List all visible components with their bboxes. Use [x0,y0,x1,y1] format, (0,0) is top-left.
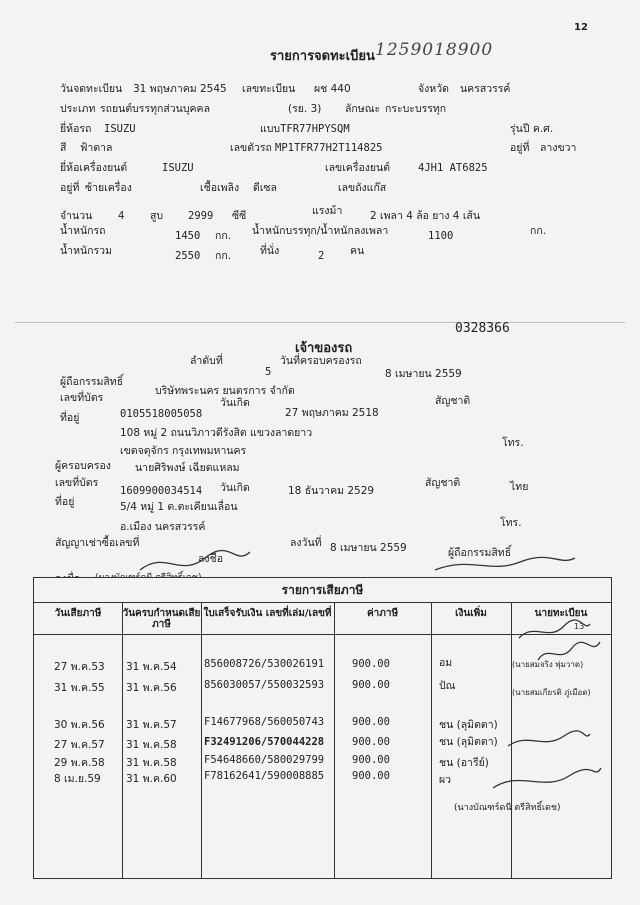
header-due-date: วันครบกำหนดเสียภาษี [122,608,201,630]
load-label: น้ำหนักบรรทุก/น้ำหนักลงเพลา [252,225,389,237]
id2-label: เลขที่บัตร [55,477,99,489]
signature-row4 [504,728,594,752]
birth-value: 27 พฤษภาคม 2518 [285,407,379,419]
holder-sign-label: ผู้ถือกรรมสิทธิ์ [448,547,512,559]
header-paid-date: วันเสียภาษี [54,608,102,619]
weight-label: น้ำหนักรถ [60,225,106,237]
possess-date-label: วันที่ครอบครองรถ [280,355,362,367]
row2-due: 31 พ.ค.56 [126,682,177,694]
address-line-1: 108 หมู่ 2 ถนนวิภาวดีรังสิต แขวงลาดยาว [120,427,313,439]
row3-tax: 900.00 [352,716,390,728]
row5-due: 31 พ.ค.58 [126,757,177,769]
contract-date-value: 8 เมษายน 2559 [330,542,407,554]
count-value: 4 [118,210,125,222]
total-weight-label: น้ำหนักรวม [60,245,112,257]
address-line-2: เขตจตุจักร กรุงเทพมหานคร [120,445,247,457]
row6-extra: ผว [439,774,452,786]
sign-label: ลงชื่อ [198,553,223,565]
weight-value: 1450 [175,230,201,242]
table-page-number: 13 [574,622,585,631]
seat-label: ที่นั่ง [260,245,280,257]
handwritten-stamp-number: 1259018900 [375,40,494,60]
nature-value: กระบะบรรทุก [385,103,447,115]
row2-paid: 31 พ.ค.55 [54,682,105,694]
order-value: 5 [265,366,272,378]
row6-receipt: F78162641/590008885 [204,770,325,782]
id-value: 0105518005058 [120,408,203,420]
birth-label: วันเกิด [220,397,250,409]
location-value: ลางขวา [540,142,577,154]
model-value: แบบTFR77HPYSQM [260,123,350,135]
seat-unit: คน [350,245,365,257]
row3-extra: ชน (ลุมิตตา) [439,719,498,731]
cylinder-label: สูบ [150,210,164,222]
chassis-label: เลขตัวรถ [230,142,272,154]
nationality-label: สัญชาติ [435,395,471,407]
engine-loc-value: ซ้ายเครื่อง [85,182,132,194]
row1-paid: 27 พ.ค.53 [54,661,105,673]
row3-due: 31 พ.ค.57 [126,719,177,731]
id-label: เลขที่บัตร [60,392,104,404]
row4-paid: 27 พ.ค.57 [54,739,105,751]
row1-officer: (นายสมจริง พุ่มวาด) [512,660,584,669]
color-value: ฟ้าตาล [80,142,113,154]
tel-label: โทร. [502,437,524,449]
contract-date-label: ลงวันที่ [290,537,322,549]
seat-value: 2 [318,250,325,262]
row6-officer: (นางบัณฑร์ดนี ตรีสิทธิ์เดช) [454,803,561,813]
gas-label: เลขถังแก๊ส [338,182,387,194]
holder-label: ผู้ถือกรรมสิทธิ์ [60,376,124,388]
address2-line-2: อ.เมือง นครสวรรค์ [120,521,206,533]
row2-extra: ปัณ [439,680,456,692]
cc-value: 2999 [188,210,214,222]
row5-tax: 900.00 [352,754,390,766]
count-label: จำนวน [60,210,93,222]
row5-extra: ชน (อารีย์) [439,757,489,769]
address2-label: ที่อยู่ [55,496,75,508]
row2-tax: 900.00 [352,679,390,691]
nationality2-label: สัญชาติ [425,477,461,489]
row2-receipt: 856030057/550032593 [204,679,325,691]
owner-title: เจ้าของรถ [295,341,353,356]
horsepower-label: แรงม้า [312,205,343,217]
header-tax: ค่าภาษี [366,608,399,619]
province-label: จังหวัด [418,83,449,95]
engine-no-value: 4JH1 AT6825 [418,162,488,174]
signature-row1 [534,638,604,668]
row5-paid: 29 พ.ค.58 [54,757,105,769]
contract-label: สัญญาเช่าซื้อเลขที่ [55,537,140,549]
row2-officer: (นายสมเกียรติ ภู่เมือด) [512,688,591,697]
row4-tax: 900.00 [352,736,390,748]
chassis-value: MP1TFR77H2T114825 [275,142,383,154]
reg-date-value: 31 พฤษภาคม 2545 [133,83,227,95]
location-label: อยู่ที่ [510,142,530,154]
nationality2-value: ไทย [510,481,529,493]
signature-holder [135,548,255,578]
address2-line-1: 5/4 หมู่ 1 ต.ตะเคียนเลื่อน [120,501,238,513]
load-value: 1100 [428,230,454,242]
reg-date-label: วันจดทะเบียน [60,83,123,95]
row6-due: 31 พ.ค.60 [126,773,177,785]
birth2-label: วันเกิด [220,482,250,494]
row3-paid: 30 พ.ค.56 [54,719,105,731]
birth2-value: 18 ธันวาคม 2529 [288,485,375,497]
fold-line [15,322,625,323]
row4-extra: ชน (ลุมิตตา) [439,736,498,748]
owner-serial-number: 0328366 [455,321,510,336]
brand-label: ยี่ห้อรถ [60,123,92,135]
row4-due: 31 พ.ค.58 [126,739,177,751]
id2-value: 1609900034514 [120,485,203,497]
plate-label: เลขทะเบียน [242,83,296,95]
axle-value: 2 เพลา 4 ล้อ ยาง 4 เส้น [370,210,480,222]
engine-brand-label: ยี่ห้อเครื่องยนต์ [60,162,128,174]
row1-extra: อม [439,657,453,669]
total-weight-value: 2550 [175,250,201,262]
tax-table [33,577,612,879]
nature-label: ลักษณะ [345,103,381,115]
fuel-value: ดีเซล [253,182,277,194]
signature-owner [430,552,580,578]
province-value: นครสวรรค์ [460,83,511,95]
tel2-label: โทร. [500,517,522,529]
order-label: ลำดับที่ [190,355,223,367]
type-value: รถยนต์บรรทุกส่วนบุคคล [100,103,210,115]
row1-receipt: 856008726/530026191 [204,658,325,670]
row1-tax: 900.00 [352,658,390,670]
row5-receipt: F54648660/580029799 [204,754,325,766]
row1-due: 31 พ.ค.54 [126,661,177,673]
header-registrar: นายทะเบียน [534,608,588,619]
possess-date-value: 8 เมษายน 2559 [385,368,462,380]
row4-receipt: F32491206/570044228 [204,736,325,748]
rys-value: (รย. 3) [288,103,322,115]
brand-value: ISUZU [104,123,136,135]
load-unit: กก. [530,225,547,237]
row6-paid: 8 เม.ย.59 [54,773,101,785]
address-label: ที่อยู่ [60,412,80,424]
plate-value: ผช 440 [314,83,351,95]
row3-receipt: F14677968/560050743 [204,716,325,728]
registration-title: รายการจดทะเบียน [270,49,375,64]
possessor-label: ผู้ครอบครอง [55,460,111,472]
possessor-value: นายศิริพงษ์ เฉียดแหลม [135,462,240,474]
engine-loc-label: อยู่ที่ [60,182,80,194]
signature-row6 [489,764,604,794]
color-label: สี [60,142,67,154]
model-year-label: รุ่นปี ค.ศ. [510,123,554,135]
engine-brand-value: ISUZU [162,162,194,174]
holder-value: บริษัทพระนคร ยนตรการ จำกัด [155,385,295,397]
cc-label: ซีซี [232,210,247,222]
tax-table-title: รายการเสียภาษี [281,583,364,597]
total-weight-unit: กก. [215,250,232,262]
header-receipt: ใบเสร็จรับเงิน เลขที่เล่ม/เลขที่ [203,608,332,619]
engine-no-label: เลขเครื่องยนต์ [325,162,391,174]
header-extra: เงินเพิ่ม [455,608,487,619]
page-number-top: 12 [574,22,588,33]
fuel-label: เชื้อเพลิง [200,182,240,194]
type-label: ประเภท [60,103,96,115]
weight-unit: กก. [215,230,232,242]
row6-tax: 900.00 [352,770,390,782]
